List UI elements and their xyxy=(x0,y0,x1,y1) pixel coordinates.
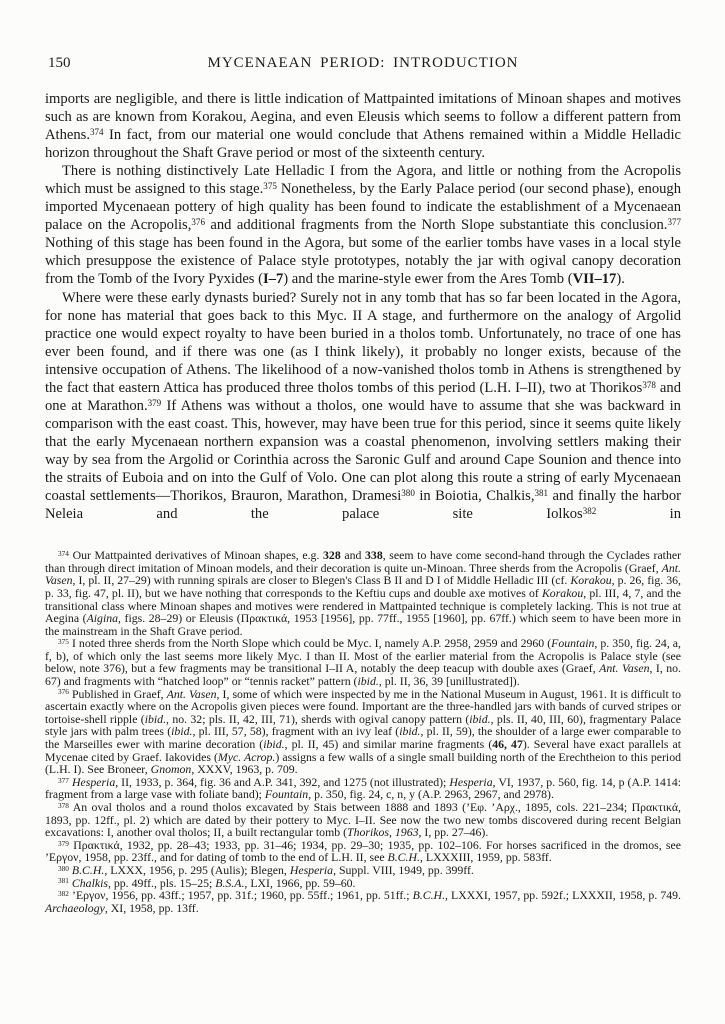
footnote-ref: 379 xyxy=(58,838,69,848)
text-run: 338 xyxy=(365,548,383,563)
text-run: ’Εργον, 1956, pp. 43ff.; 1957, pp. 31f.; 1960, pp. 55ff.; 1961, pp. 51ff.; xyxy=(68,888,413,903)
text-run: , pl. III, 57, 58), fragment with an ivy leaf ( xyxy=(192,724,400,739)
text-run: ibid. xyxy=(399,724,421,739)
text-run: Gnomon xyxy=(150,762,192,777)
text-run: B.S.A. xyxy=(215,875,245,890)
text-run: B.C.H. xyxy=(71,862,105,877)
footnote-ref: 381 xyxy=(58,876,69,886)
footnote-ref: 380 xyxy=(401,487,415,498)
footnote-ref: 382 xyxy=(58,888,69,898)
text-run: Korakou xyxy=(541,585,584,600)
text-run: , figs. 28–29) or Eleusis (Πρακτικά, 1953 [1956], pp. 77ff., 1955 [1960], pp. 67ff.) which seem to have been more in the mainstream in the Shaft Grave period. xyxy=(45,611,681,638)
text-run: Our Mattpainted derivatives of Minoan shapes, e.g. xyxy=(68,548,324,563)
text-run: Hesperia xyxy=(289,862,334,877)
text-run: Fountain xyxy=(551,636,595,651)
text-run: B.C.H. xyxy=(412,888,446,903)
text-run: ) assigns a few walls of a single small building north of the Erechtheion to this period (L.H. I). See Broneer, xyxy=(45,749,681,777)
text-run: , I, some of which were inspected by me in the National Museum in August, 1961. It is difficult to ascertain exactly where on the Acropolis given pieces were found. Important are the three-handled jars with bands of curved stripes or tortoise-shell ripple ( xyxy=(45,686,681,726)
text-run: 46, 47 xyxy=(492,737,523,752)
running-head: MYCENAEAN PERIOD: INTRODUCTION xyxy=(207,55,519,71)
text-run: Chalkis xyxy=(71,875,108,890)
text-run: , LXXXI, 1957, pp. 592f.; LXXXII, 1958, p. 749. xyxy=(445,888,681,903)
text-run: Hesperia xyxy=(449,774,493,789)
text-run: ). xyxy=(616,271,625,288)
text-run: , I, pp. 27–46). xyxy=(418,825,489,840)
text-run: , seem to have come second-hand through the Cyclades rather than through direct imitation of Minoan models, and their decoration is quite un-Minoan. Three sherds from the Acropolis (Graef, xyxy=(45,548,682,575)
page-number: 150 xyxy=(48,55,71,71)
text-run: 328 xyxy=(323,548,341,563)
text-run: Published in Graef, xyxy=(68,686,167,701)
text-run: , pl. II, 45) and similar marine fragments ( xyxy=(284,737,493,752)
text-run: ibid. xyxy=(469,711,491,726)
text-run: ) and the marine-style ewer from the Ares Tomb ( xyxy=(283,271,573,288)
text-run: Nonetheless, by the Early Palace period (our second phase), enough imported Mycenaean pottery of high quality has been found to indicate the establishment of a Mycenaean palace on the Acropolis, xyxy=(45,181,682,234)
text-run: , LXXX, 1956, p. 295 (Aulis); Blegen, xyxy=(104,862,290,877)
footnote-ref: 381 xyxy=(534,487,549,498)
text-run: , pl. III, 4, 7, and the transitional class where Minoan shapes and motives were rendered in Mattpainted technique is completely lacking. This is not true at Aegina ( xyxy=(45,585,681,626)
text-run: ). Several have exact parallels at Mycenae cited by Graef. Iakovides ( xyxy=(45,737,682,764)
text-run: , II, 1933, p. 364, fig. 36 and A.P. 341, 392, and 1275 (not illustrated); xyxy=(115,774,450,789)
footnote-377 xyxy=(45,776,681,801)
footnote-378 xyxy=(45,801,681,839)
text-run: , p. 350, fig. 24, c, n, y (A.P. 2963, 2967, and 2978). xyxy=(308,787,554,802)
footnote-ref: 374 xyxy=(58,548,69,558)
page-content xyxy=(45,55,681,914)
text-run: , pp. 49ff., pls. 15–25; xyxy=(107,875,216,890)
text-run: ibid. xyxy=(171,724,193,739)
text-run: ibid. xyxy=(144,711,167,726)
text-run: If Athens was without a tholos, one would have to assume that she was backward in comparison with the east coast. This, however, may have been true for this period, since it seems quite likely that the early Mycenaean northern expansion was a coastal phenomenon, involving settlers making their way by sea from the Argolid or Corinthia across the Saronic Gulf and around Cape Sounion and thence into the straits of Euboia and on into the Gulf of Volo. One can plot along this route a string of early Mycenaean coastal settlements—Thorikos, Brauron, Marathon, Dramesi xyxy=(45,397,681,505)
text-run: , LXXXIII, 1959, pp. 583ff. xyxy=(419,850,552,865)
footnote-376 xyxy=(45,688,681,776)
text-run: B.C.H. xyxy=(387,850,420,865)
text-run: , VI, 1937, p. 560, fig. 14, p (A.P. 1414: fragment from a large vase with foliate band); xyxy=(45,774,682,802)
text-run: Aigina xyxy=(86,611,119,626)
text-run: and finally the harbor Neleia and the palace site Iolkos xyxy=(45,488,681,523)
footnote-382 xyxy=(45,889,681,914)
text-run: There is nothing distinctively Late Helladic I from the Agora, and little or nothing from the Acropolis which must be assigned to this stage. xyxy=(45,163,681,198)
paragraph xyxy=(45,162,681,288)
text-run: , I, no. 67) and fragments with “hatched loop” or “tennis racket” pattern ( xyxy=(45,661,681,689)
text-run: , p. 26, fig. 36, p. 33, fig. 47, pl. II), but we have nothing that corresponds to the Keftiu cups and double axe motives of xyxy=(45,573,681,600)
footnote-ref: 378 xyxy=(58,800,69,810)
text-run: Where were these early dynasts buried? Surely not in any tomb that has so far been located in the Agora, for none has material that goes back to this Myc. II A stage, and furthermore on the analogy of Argolid practice one would expect royalty to have been buried in a tholos tomb. Unfortunately, no trace of one has ever been found, and if there was one (as I think likely), it probably no longer exists, because of the intensive occupation of Athens. The likelihood of a now-vanished tholos tomb in Athens is strengthened by the fact that eastern Attica has produced three tholos tombs of this period (L.H. I–II), two at Thorikos xyxy=(45,289,681,396)
text-run: Ant. Vasen xyxy=(166,686,217,701)
text-run: ibid. xyxy=(263,737,285,752)
text-run: Korakou xyxy=(570,573,612,588)
text-run: and xyxy=(340,548,366,563)
footnote-ref: 379 xyxy=(147,397,162,408)
footnote-ref: 382 xyxy=(582,506,597,517)
text-run: Ant. Vasen xyxy=(45,560,681,588)
text-run: , Suppl. VIII, 1949, pp. 399ff. xyxy=(333,862,474,877)
text-run: , p. 350, fig. 24, a, f, b), of which only the last seems more likely Myc. I than II. Most of the earlier material from the Acropolis is Palace style (see below, note 376), but a few fragments may be transitional I–II A, notably the deep teacup with double axes (Graef, xyxy=(45,636,681,676)
footnote-ref: 377 xyxy=(58,775,69,785)
footnote-ref: 376 xyxy=(191,217,205,228)
text-run: in Boiotia, Chalkis, xyxy=(414,488,535,505)
text-run: Nothing of this stage has been found in the Agora, but some of the earlier tombs have vases in a local style which presuppose the existence of Palace style prototypes, notably the jar with ogival canopy decoration from the Tomb of the Ivory Pyxides ( xyxy=(45,235,681,288)
text-run: , XI, 1958, pp. 13ff. xyxy=(104,900,199,915)
text-run: imports are negligible, and there is little indication of Mattpainted imitations of Minoan shapes and motives such as are known from Korakou, Aegina, and even Eleusis which seems to follow a different pattern from Athens. xyxy=(45,91,681,144)
text-run: ibid. xyxy=(357,674,379,689)
footnote-ref: 376 xyxy=(58,687,69,697)
footnote-ref: 380 xyxy=(58,863,69,873)
text-run: Myc. Acrop. xyxy=(217,749,276,764)
page-header xyxy=(45,55,681,73)
text-run: An oval tholos and a round tholos excavated by Stais between 1888 and 1893 (’Εφ. ’Αρχ., 1895, cols. 221–234; Πρακτικά, 1893, pp. 12ff., pl. 2) which are dated by their pottery to Myc. I–II. See now the two new tombs discovered during recent Belgian excavations: I, another oval tholos; II, a built rectangular tomb ( xyxy=(45,800,681,840)
text-run: and one at Marathon. xyxy=(45,379,681,414)
text-run: Archaeology xyxy=(45,900,105,915)
footnote-ref: 377 xyxy=(667,217,682,228)
text-run: I noted three sherds from the North Slope which could be Myc. I, namely A.P. 2958, 2959 and 2960 ( xyxy=(68,636,552,651)
text-run: , pl. II, 59), the shoulder of a large ewer comparable to the Marseilles ewer with marine decoration ( xyxy=(45,724,681,752)
text-run: Ant. Vasen xyxy=(599,661,650,676)
text-run: , I, pl. II, 27–29) with running spirals are closer to Blegen's Class B II and D I of Middle Helladic III (cf. xyxy=(72,573,571,588)
text-run: and additional fragments from the North Slope substantiate this conclusion. xyxy=(204,217,668,234)
footnote-374 xyxy=(45,549,681,637)
footnote-ref: 378 xyxy=(642,379,656,390)
footnote-ref: 375 xyxy=(263,181,277,192)
text-run: Fountain xyxy=(264,787,309,802)
text-run: I–7 xyxy=(263,271,284,288)
text-run: , pls. II, 40, III, 60), fragmentary Palace style jars with palm trees ( xyxy=(45,711,681,739)
text-run: Hesperia xyxy=(71,774,116,789)
text-run: In fact, from our material one would conclude that Athens remained within a Middle Helladic horizon throughout the Shaft Grave period or most of the sixteenth century. xyxy=(45,127,681,162)
footnote-375 xyxy=(45,637,681,687)
body-text xyxy=(45,90,681,523)
text-run: in xyxy=(596,506,682,523)
text-run: , no. 32; pls. II, 42, III, 71), sherds with ogival canopy pattern ( xyxy=(166,711,470,726)
text-run: VII–17 xyxy=(572,271,617,288)
text-run: Πρακτικά, 1932, pp. 28–43; 1933, pp. 31–46; 1934, pp. 29–30; 1935, pp. 102–106. For horses sacrificed in the dromos, see ’Εργον, 1958, pp. 23ff., and for dating of tomb to the end of L.H. II, see xyxy=(45,837,681,865)
text-run: Thorikos, 1963 xyxy=(347,825,419,840)
footnote-ref: 374 xyxy=(90,127,104,138)
text-run: , LXI, 1966, pp. 59–60. xyxy=(244,875,356,890)
text-run: , pl. II, 36, 39 [unillustrated]). xyxy=(378,674,520,689)
footnote-379 xyxy=(45,839,681,864)
footnotes xyxy=(45,549,681,914)
paragraph xyxy=(45,289,681,524)
paragraph xyxy=(45,90,681,162)
text-run: , XXXV, 1963, p. 709. xyxy=(191,762,298,777)
footnote-ref: 375 xyxy=(58,637,69,646)
